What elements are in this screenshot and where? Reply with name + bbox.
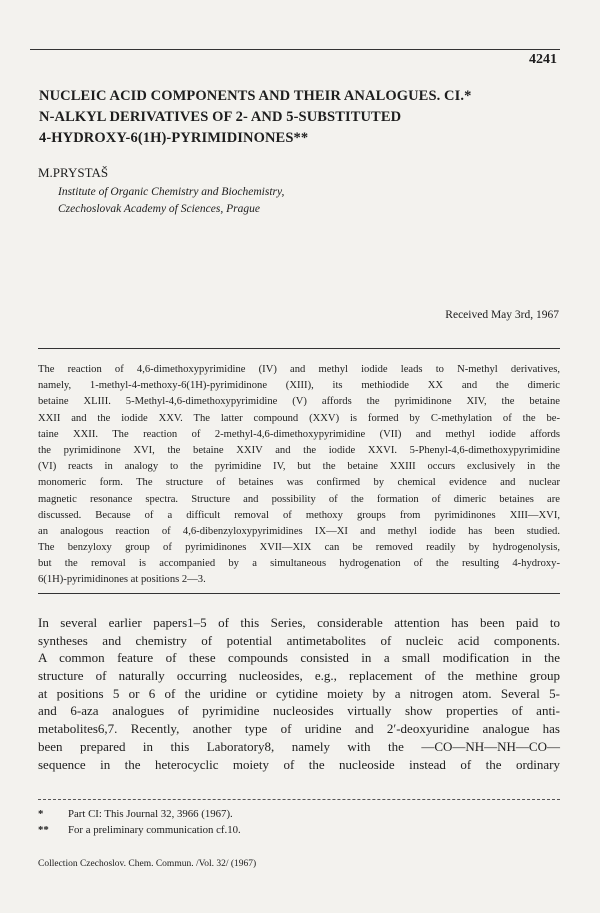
abstract-line: The benzyloxy group of pyrimidinones XVII—XIX can be removed readily by hydrogenolysis, — [38, 542, 560, 554]
abstract-line: monomeric form. The structure of betaines was confirmed by chemical evidence and nuclear — [38, 477, 560, 489]
footnote-mark: * — [38, 808, 44, 820]
affiliation — [58, 184, 284, 218]
body-line: at positions 5 or 6 of the uridine or cytidine moiety by a nitrogen atom. Several 5- — [38, 685, 560, 701]
abstract-line: discussed. Because of a difficult removal of methoxy groups from pyrimidinones XIII—XVI, — [38, 509, 560, 521]
page-number: 4241 — [529, 52, 557, 67]
received-date: Received May 3rd, 1967 — [445, 309, 559, 321]
abstract-line: XXII and the iodide XXV. The latter compound (XXV) is formed by C-methylation of the be- — [38, 412, 560, 424]
abstract-line: namely, 1-methyl-4-methoxy-6(1H)-pyrimidinone (XIII), its methiodide XX and the dimeric — [38, 380, 560, 392]
title-line: N-ALKYL DERIVATIVES OF 2- AND 5-SUBSTITUTED — [39, 109, 402, 125]
footnote-text: For a preliminary communication cf.10. — [68, 824, 241, 836]
abstract-line: magnetic resonance spectra. Structure and possibility of the formation of dimeric betaines are — [38, 493, 560, 505]
body-line: metabolites6,7. Recently, another type of uridine and 2′-deoxyuridine analogue has — [38, 721, 560, 737]
abstract-line: an analogous reaction of 4,6-dibenzyloxypyrimidines IX—XI and methyl iodide has been studied. — [38, 525, 560, 537]
title-line: NUCLEIC ACID COMPONENTS AND THEIR ANALOGUES. CI.* — [39, 88, 472, 104]
abstract-top-rule — [38, 348, 560, 349]
affiliation-line: Czechoslovak Academy of Sciences, Prague — [58, 203, 260, 215]
body-line: A common feature of these compounds consisted in a small modification in the — [38, 650, 560, 666]
abstract-line: taine XXII. The reaction of 2-methyl-4,6-dimethoxypyrimidine (VII) and methyl iodide affords — [38, 428, 560, 440]
body-line: and 6-aza analogues of pyrimidine nucleosides virtually show properties of anti- — [38, 703, 560, 719]
body-text — [38, 614, 560, 773]
abstract-line: the pyrimidinone XVI, the betaine XXIV and the iodide XXVI. 5-Phenyl-4,6-dimethoxypyrimidine — [38, 444, 560, 456]
article-title — [39, 86, 539, 149]
footnote-text: Part CI: This Journal 32, 3966 (1967). — [68, 808, 233, 820]
body-line: been prepared in this Laboratory8, namely with the —CO—NH—NH—CO— — [38, 738, 560, 754]
footnote — [38, 806, 241, 822]
footnote-rule — [38, 799, 560, 800]
body-line: sequence in the heterocyclic moiety of the nucleoside instead of the ordinary — [38, 756, 560, 772]
abstract-line: betaine XLIII. 5-Methyl-4,6-dimethoxypyrimidine (V) affords the pyrimidinone XIV, the betaine — [38, 396, 560, 408]
header-rule — [30, 49, 560, 50]
footnotes — [38, 806, 241, 838]
abstract-line: The reaction of 4,6-dimethoxypyrimidine (IV) and methyl iodide leads to N-methyl derivatives, — [38, 364, 560, 375]
title-line: 4-HYDROXY-6(1H)-PYRIMIDINONES** — [39, 130, 309, 146]
body-line: syntheses and chemistry of potential antimetabolites of nucleic acid components. — [38, 632, 560, 648]
abstract-line: (VI) reacts in analogy to the pyrimidine IV, but the betaine XXIII occurs exclusively in the — [38, 461, 560, 473]
journal-citation: Collection Czechoslov. Chem. Commun. /Vol. 32/ (1967) — [38, 859, 257, 869]
footnote-mark: ** — [38, 824, 49, 836]
footnote — [38, 822, 241, 838]
abstract-line: 6(1H)-pyrimidinones at positions 2—3. — [38, 574, 206, 586]
abstract — [38, 362, 560, 589]
author: M.PRYSTAŠ — [38, 165, 109, 180]
body-line: In several earlier papers1–5 of this Series, considerable attention has been paid to — [38, 615, 560, 630]
abstract-line: but the removal is accompanied by a simultaneous hydrogenation of the resulting 4-hydroxy- — [38, 558, 560, 570]
body-line: structure of naturally occurring nucleosides, e.g., replacement of the methine group — [38, 668, 560, 684]
affiliation-line: Institute of Organic Chemistry and Biochemistry, — [58, 186, 285, 198]
abstract-bottom-rule — [38, 593, 560, 594]
